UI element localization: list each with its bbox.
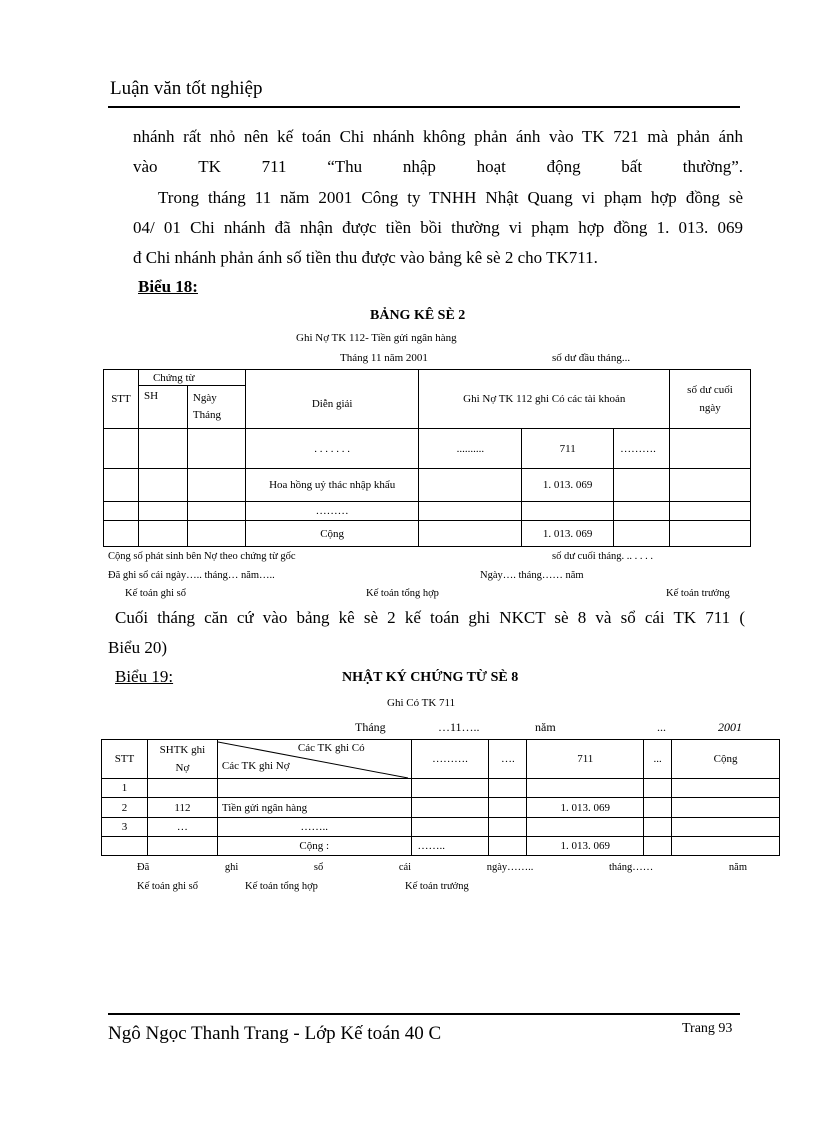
header-so-du: số dư cuối ngày — [670, 370, 751, 429]
header-dots-3: ... — [644, 740, 672, 779]
table-row — [104, 521, 751, 547]
cell: ………. — [614, 429, 670, 469]
header-rule — [108, 106, 740, 108]
word: Đã — [137, 862, 150, 873]
cell: .......... — [419, 429, 522, 469]
word: tháng…… — [608, 862, 654, 873]
bieu19-nam-dots: ... — [657, 720, 666, 734]
word: nhập — [402, 157, 436, 176]
word: hoạt — [476, 157, 506, 176]
cell: Cộng — [245, 521, 419, 547]
table-row — [102, 837, 780, 856]
bieu18-footer-sum: Cộng số phát sinh bên Nợ theo chứng từ gốc — [108, 551, 296, 562]
word: bất — [621, 157, 643, 176]
word: “Thu — [327, 157, 363, 176]
diag-bottom-label: Các TK ghi Nợ — [221, 760, 290, 772]
bieu19-label: Biểu 19: — [115, 667, 174, 686]
bieu18-label: Biểu 18: — [138, 277, 198, 296]
bieu19-subtitle: Ghi Có TK 711 — [387, 697, 456, 709]
bieu19-sig-general: Kế toán tổng hợp — [245, 881, 318, 892]
bieu19-footer-line — [137, 862, 747, 873]
cell — [672, 779, 780, 798]
cell — [489, 779, 527, 798]
cell: ……… — [245, 502, 419, 521]
cell: 1 — [102, 779, 148, 798]
cell: 1. 013. 069 — [522, 521, 614, 547]
cell — [419, 521, 522, 547]
cell: 1. 013. 069 — [522, 469, 614, 502]
intro-line-5: đ Chi nhánh phản ánh số tiền thu được vào bảng kê sè 2 cho TK711. — [133, 248, 598, 267]
cell — [672, 837, 780, 856]
bieu18-month: Tháng 11 năm 2001 — [340, 352, 428, 364]
bieu19-thang-label: Tháng — [355, 720, 386, 734]
intro-line-1: nhánh rất nhỏ nên kế toán Chi nhánh không phản ánh vào TK 721 mà phản ánh — [133, 127, 743, 146]
cell — [522, 502, 614, 521]
word: động — [546, 157, 581, 176]
table-row — [102, 818, 780, 837]
cell: 3 — [102, 818, 148, 837]
cell — [644, 837, 672, 856]
header-title: Luận văn tốt nghiệp — [110, 78, 263, 99]
header-stt: STT — [102, 740, 148, 779]
intro-line-3: Trong tháng 11 năm 2001 Công ty TNHH Nhật Quang vi phạm hợp đồng sè — [158, 188, 743, 207]
header-shtk: SHTK ghi Nợ — [147, 740, 217, 779]
footer-rule — [108, 1013, 740, 1015]
bieu18-footer-date: Ngày…. tháng…… năm — [480, 570, 584, 581]
header-dien-giai: Diễn giải — [245, 370, 419, 429]
bieu19-sig-chief: Kế toán trưởng — [405, 881, 469, 892]
header-chung-tu: Chứng từ — [138, 370, 245, 386]
cell: Hoa hồng uỷ thác nhập khẩu — [245, 469, 419, 502]
cell: 711 — [522, 429, 614, 469]
cell — [644, 818, 672, 837]
cell — [411, 818, 489, 837]
intro-line-2 — [133, 152, 743, 182]
cell: …….. — [217, 818, 411, 837]
intro-line-4: 04/ 01 Chi nhánh đã nhận được tiền bồi thường vi phạm hợp đồng 1. 013. 069 — [133, 218, 743, 237]
bieu18-sig-general: Kế toán tổng hợp — [366, 588, 439, 599]
header-cong: Cộng — [672, 740, 780, 779]
bieu19-nam-value: 2001 — [718, 720, 742, 734]
cell: 1. 013. 069 — [527, 798, 644, 818]
table-row — [104, 502, 751, 521]
page-number: Trang 93 — [682, 1021, 733, 1036]
cell: 2 — [102, 798, 148, 818]
table-row — [104, 469, 751, 502]
cell — [614, 502, 670, 521]
cell — [614, 521, 670, 547]
cell: … — [147, 818, 217, 837]
cell: . . . . . . . — [245, 429, 419, 469]
bieu18-table — [103, 369, 751, 547]
header-stt: STT — [104, 370, 139, 429]
bieu19-sig-bookkeeper: Kế toán ghi sổ — [137, 881, 198, 892]
cell — [411, 779, 489, 798]
header-diagonal — [217, 740, 411, 779]
bieu19-title: NHẬT KÝ CHỨNG TỪ SÈ 8 — [342, 670, 519, 685]
footer-author: Ngô Ngọc Thanh Trang - Lớp Kế toán 40 C — [108, 1023, 442, 1044]
word: TK — [198, 157, 221, 176]
word: ngày…….. — [486, 862, 534, 873]
cell — [672, 818, 780, 837]
cell — [102, 837, 148, 856]
word: 711 — [261, 157, 287, 176]
cell: Cộng : — [217, 837, 411, 856]
bieu18-footer-ledger: Đã ghi sổ cái ngày….. tháng… năm….. — [108, 570, 275, 581]
bieu19-thang-value: …11….. — [438, 720, 480, 734]
bieu19-table — [101, 739, 780, 856]
cell — [644, 779, 672, 798]
middle-line-1: Cuối tháng căn cứ vào bảng kê sè 2 kế toán ghi NKCT sè 8 và sổ cái TK 711 ( — [115, 608, 745, 627]
cell: 1. 013. 069 — [527, 837, 644, 856]
header-dots-2: …. — [489, 740, 527, 779]
table-row — [102, 798, 780, 818]
header-dots-1: ………. — [411, 740, 489, 779]
bieu19-nam-label: năm — [535, 720, 556, 734]
header-ghi-no: Ghi Nợ TK 112 ghi Có các tài khoản — [419, 370, 670, 429]
cell: 112 — [147, 798, 217, 818]
cell — [489, 798, 527, 818]
cell — [644, 798, 672, 818]
header-sh: SH — [138, 386, 187, 429]
word: thường”. — [682, 157, 743, 176]
bieu18-opening-balance: số dư đầu tháng... — [552, 352, 631, 364]
word: sổ — [313, 862, 324, 873]
bieu18-footer-closing: số dư cuối tháng. .. . . . . — [552, 551, 654, 562]
bieu18-subtitle: Ghi Nợ TK 112- Tiền gửi ngân hàng — [296, 332, 457, 344]
cell: …….. — [411, 837, 489, 856]
table-row — [104, 429, 751, 469]
cell — [411, 798, 489, 818]
diag-top-label: Các TK ghi Có — [297, 742, 365, 754]
bieu18-sig-chief: Kế toán trưởng — [666, 588, 730, 599]
cell — [527, 779, 644, 798]
middle-line-2: Biểu 20) — [108, 638, 168, 657]
table-row — [102, 779, 780, 798]
header-ngay-thang: Ngày Tháng — [187, 386, 245, 429]
word: cái — [398, 862, 412, 873]
header-711: 711 — [527, 740, 644, 779]
bieu18-title: BẢNG KÊ SÈ 2 — [370, 308, 466, 323]
bieu18-sig-bookkeeper: Kế toán ghi sổ — [125, 588, 186, 599]
cell — [672, 798, 780, 818]
cell — [489, 837, 527, 856]
cell — [614, 469, 670, 502]
word: năm — [728, 862, 747, 873]
cell — [419, 469, 522, 502]
cell — [419, 502, 522, 521]
cell — [217, 779, 411, 798]
cell — [527, 818, 644, 837]
cell — [147, 837, 217, 856]
word: ghi — [224, 862, 239, 873]
cell: Tiền gửi ngân hàng — [217, 798, 411, 818]
cell — [147, 779, 217, 798]
word: vào — [133, 157, 158, 176]
cell — [489, 818, 527, 837]
